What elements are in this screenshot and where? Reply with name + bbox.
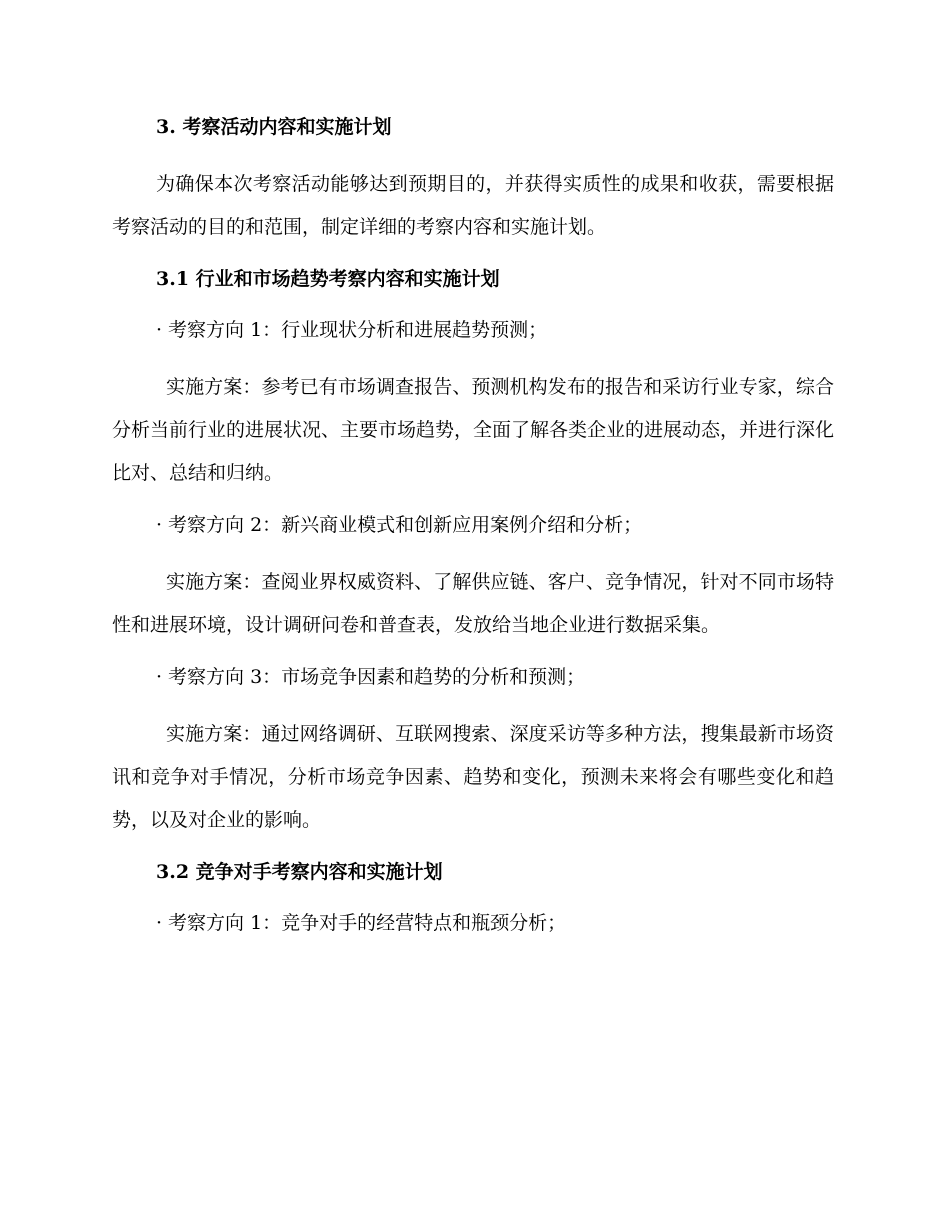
bullet-dot: · <box>156 666 163 688</box>
bullet-dot: · <box>156 912 163 934</box>
direction-text: 考察方向 3：市场竞争因素和趋势的分析和预测； <box>168 666 586 688</box>
section-3-2-direction-1 <box>156 908 834 938</box>
section-3-1-plan-2: 实施方案：查阅业界权威资料、了解供应链、客户、竞争情况，针对不同市场特性和进展环境，设计调研问卷和普查表，发放给当地企业进行数据采集。 <box>112 571 834 636</box>
direction-text: 考察方向 1：竞争对手的经营特点和瓶颈分析； <box>168 912 567 934</box>
section-3-2-title: 3.2 竞争对手考察内容和实施计划 <box>156 861 443 883</box>
bullet-dot: · <box>156 319 163 341</box>
document-page <box>112 112 834 959</box>
direction-text: 考察方向 1：行业现状分析和进展趋势预测； <box>168 319 548 341</box>
section-3-1-direction-1 <box>156 315 834 345</box>
section-3-1-direction-2 <box>156 510 834 540</box>
section-3-1-plan-3: 实施方案：通过网络调研、互联网搜索、深度采访等多种方法，搜集最新市场资讯和竞争对手情况，分析市场竞争因素、趋势和变化，预测未来将会有哪些变化和趋势，以及对企业的影响。 <box>112 723 834 831</box>
bullet-dot: · <box>156 514 163 536</box>
section-3-title: 3. 考察活动内容和实施计划 <box>156 116 392 138</box>
section-3-1-direction-3 <box>156 662 834 692</box>
section-3-intro: 为确保本次考察活动能够达到预期目的，并获得实质性的成果和收获，需要根据考察活动的目的和范围，制定详细的考察内容和实施计划。 <box>112 173 834 238</box>
section-3-1-title: 3.1 行业和市场趋势考察内容和实施计划 <box>156 268 500 290</box>
section-3-1-plan-1: 实施方案：参考已有市场调查报告、预测机构发布的报告和采访行业专家，综合分析当前行业的进展状况、主要市场趋势，全面了解各类企业的进展动态，并进行深化比对、总结和归纳。 <box>112 376 835 484</box>
direction-text: 考察方向 2：新兴商业模式和创新应用案例介绍和分析； <box>168 514 643 536</box>
